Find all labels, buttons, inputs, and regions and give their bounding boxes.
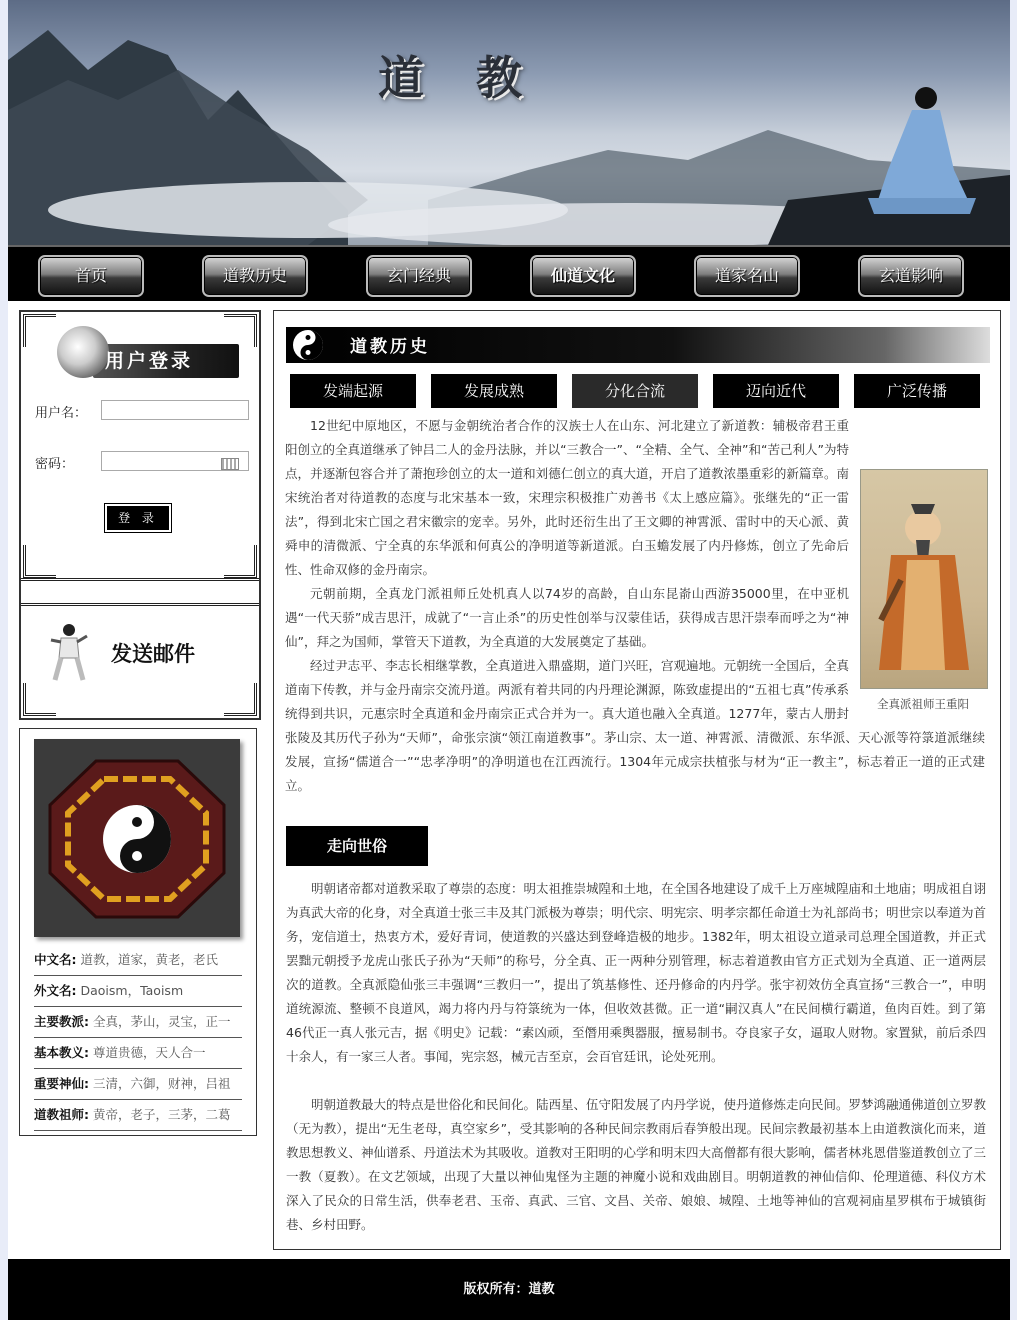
tab-spread[interactable]: 广泛传播 <box>854 374 980 408</box>
username-label: 用户名： <box>35 406 88 421</box>
footer-copyright: 版权所有：道教 <box>8 1259 1010 1320</box>
username-input[interactable] <box>101 400 249 420</box>
history-paragraph-4: 明朝诸帝都对道教采取了尊崇的态度：明太祖推崇城隍和土地，在全国各地建设了成千上万座城隍庙和土地庙；明成祖自诩为真武大帝的化身，对全真道士张三丰及其门派极为尊崇；明代宗、明宪宗、明孝宗都任命道士为礼部尚书；明世宗以奉道为首务，宠信道士，热衷方术，爱好青词，使道教的兴盛达到登峰造极的地步。1382年，明太祖设立道录司总理全国道教，并正式罢黜元朝授予龙虎山张氏子孙为“天师”的称号，分全真、正一两种分别管理，标志着道教由官方正式划为全真道、正一道两层次的道教。全真派隐仙张三丰强调“三教归一”，提出了筑基修性、还丹修命的内丹学。张宇初效仿全真宣扬“三教合一”，申明道统源流、整顿不良道风，竭力将内丹与符箓统为一体，但收效甚微。正一道“嗣汉真人”在民间横行霸道，鱼肉百姓。到了第46代正一真人张元吉，据《明史》记载：“素凶顽，至僭用乘舆器服，擅易制书。夺良家子女，逼取人财物。家置狱，前后杀四十余人，有一家三人者。事闻，宪宗怒，械元吉至京，会百官廷讯，论处死刑。 <box>286 881 987 1064</box>
history-paragraph-5: 明朝道教最大的特点是世俗化和民间化。陆西星、伍守阳发展了内丹学说，使丹道修炼走向民间。罗梦鸿融通佛道创立罗教（无为教），提出“无生老母，真空家乡”，受其影响的各种民间宗教雨后春笋般出现。民间宗教最初基本上由道教演化而来，道教思想教义、神仙谱系、丹道法术为其吸收。道教对王阳明的心学和明末四大高僧都有很大影响，儒者林兆恩借鉴道教创立了三一教（夏教）。在文艺领域，出现了大量以神仙鬼怪为主题的神魔小说和戏曲剧目。明朝道教的神仙信仰、伦理道德、科仪方术深入了民众的日常生活，供奉老君、玉帝、真武、三官、文昌、关帝、娘娘、城隍、土地等神仙的宫观祠庙星罗棋布于城镇街巷、乡村田野。 <box>286 1097 987 1232</box>
bagua-image <box>34 739 240 937</box>
nav-history[interactable]: 道教历史 <box>202 255 308 297</box>
info-row: 外文名: Daoism，Taoism <box>34 976 242 1007</box>
corner-ornament <box>23 683 56 716</box>
main-nav <box>8 245 1010 301</box>
tab-modern[interactable]: 迈向近代 <box>713 374 839 408</box>
nav-influence[interactable]: 玄道影响 <box>858 255 964 297</box>
section-header <box>286 327 990 363</box>
header-banner <box>8 0 1010 245</box>
password-label: 密码： <box>35 457 75 472</box>
info-row: 道教祖师: 黄帝，老子，三茅，二葛 <box>34 1100 242 1131</box>
history-flow <box>285 414 985 806</box>
nav-culture[interactable]: 仙道文化 <box>530 255 636 297</box>
info-panel <box>19 728 257 1136</box>
subsection-title: 走向世俗 <box>286 826 428 866</box>
keyboard-icon[interactable] <box>221 458 239 470</box>
login-header <box>49 326 239 370</box>
login-title: 用户登录 <box>105 350 194 372</box>
send-mail-panel <box>19 578 261 720</box>
info-list <box>34 945 242 1131</box>
login-panel <box>19 310 261 582</box>
info-row: 主要教派: 全真，茅山，灵宝，正一 <box>34 1007 242 1038</box>
nav-home[interactable]: 首页 <box>38 255 144 297</box>
portrait-caption: 全真派祖师王重阳 <box>877 697 969 711</box>
tab-origin[interactable]: 发端起源 <box>290 374 416 408</box>
history-paragraph-2: 元朝前期，全真龙门派祖师丘处机真人以74岁的高龄，自山东昆嵛山西游35000里，在中亚机遇“一代天骄”成吉思汗，成就了“一言止杀”的历史性创举与汉蒙佳话，获得成吉思汗崇奉而呼之为“神仙”，拜之为国师，掌管天下道教，为全真道的大发展奠定了基础。 <box>285 586 849 649</box>
tab-divergence[interactable]: 分化合流 <box>572 374 698 408</box>
mountain-landscape-image <box>8 0 1010 245</box>
taiji-dragon-icon <box>57 326 109 378</box>
history-paragraph-1: 12世纪中原地区，不愿与金朝统治者合作的汉族士人在山东、河北建立了新道教：辅极帝君王重阳创立的全真道继承了钟吕二人的金丹法脉，并以“三教合一”、“全精、全气、全神”和“苦己利人”为特点，并逐渐包容合并了萧抱珍创立的太一道和刘德仁创立的真大道，开启了道教浓墨重彩的新篇章。南宋统治者对待道教的态度与北宋基本一致，宋理宗积极推广劝善书《太上感应篇》。张继先的“正一雷法”，得到北宋亡国之君宋徽宗的宠幸。另外，此时还衍生出了王文卿的神霄派、雷时中的天心派、黄舜申的清微派、宁全真的东华派和何真公的净明道等新道派。白玉蟾发展了内丹修炼，创立了先命后性、性命双修的金丹南宗。 <box>285 418 849 577</box>
tab-development[interactable]: 发展成熟 <box>431 374 557 408</box>
nav-mountains[interactable]: 道家名山 <box>694 255 800 297</box>
yin-yang-icon <box>288 327 328 363</box>
taichi-figure-icon <box>49 622 89 682</box>
send-mail-link[interactable]: 发送邮件 <box>111 642 195 666</box>
login-button[interactable]: 登 录 <box>105 504 171 532</box>
corner-ornament <box>224 683 257 716</box>
nav-classics[interactable]: 玄门经典 <box>366 255 472 297</box>
info-row: 基本教义: 尊道贵德，天人合一 <box>34 1038 242 1069</box>
corner-ornament <box>224 545 257 578</box>
site-title: 道 教 <box>378 51 541 105</box>
info-row: 中文名: 道教，道家，黄老，老氏 <box>34 945 242 976</box>
section-title: 道教历史 <box>350 337 430 357</box>
info-row: 重要神仙: 三清，六御，财神，吕祖 <box>34 1069 242 1100</box>
corner-ornament <box>23 545 56 578</box>
ornament-divider <box>21 578 259 606</box>
history-paragraph-3: 经过尹志平、李志长相继掌教，全真道进入鼎盛期，道门兴旺，宫观遍地。元朝统一全国后，全真道南下传教，并与金丹南宗交流丹道。两派有着共同的内丹理论渊源，陈致虚提出的“五祖七真”传承系统得到共识，元惠宗时全真道和金丹南宗正式合并为一。真大道也融入全真道。1277年，蒙古人册封张陵及其历代子孙为“天师”，命张宗演“领江南道教事”。茅山宗、太一道、神霄派、清微派、东华派、天心派等符箓道派继续发展，宣扬“儒道合一”“忠孝净明”的净明道也在江西流行。1304年元成宗扶植张与材为“正一教主”，标志着正一道的正式建立。 <box>285 658 985 793</box>
